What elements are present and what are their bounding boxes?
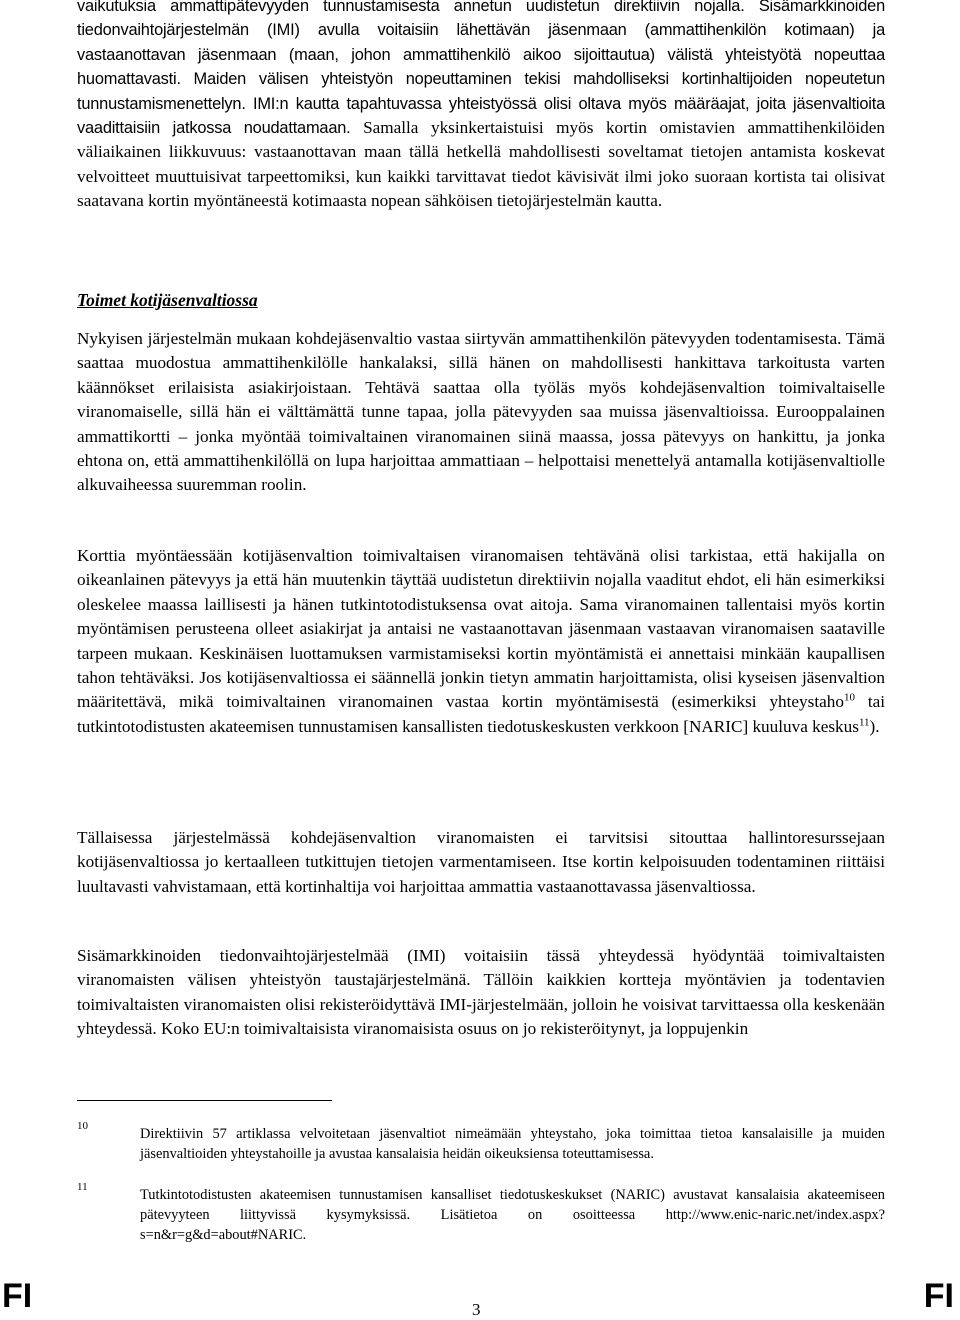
paragraph-2: Nykyisen järjestelmän mukaan kohdejäsenvaltio vastaa siirtyvän ammattihenkilön pätevyyden todentamisesta. Tämä saattaa muodostua ammattihenkilölle hankalaksi, sillä hänen on mahdollisesti hankittava tarkoitusta varten käännökset erilaisista asiakirjoistaan. Tehtävä saattaa olla työläs myös kohdejäsenvaltion toimivaltaiselle viranomaiselle, sillä hän ei välttämättä tunne tapaa, jolla pätevyyden saa muissa jäsenvaltioissa. Eurooppalainen ammattikortti – jonka myöntää toimivaltainen viranomainen siinä maassa, jossa pätevyys on hankittu, ja jonka ehtona on, että ammattihenkilöllä on lupa harjoittaa ammattiaan – helpottaisi menettelyä antamalla kotijäsenvaltiolle alkuvaiheessa suuremman roolin.	[77, 329, 885, 495]
footnote-10	[77, 1120, 885, 1164]
page-number: 3	[472, 1300, 481, 1319]
paragraph-5: Sisämarkkinoiden tiedonvaihtojärjestelmää (IMI) voitaisiin tässä yhteydessä hyödyntää toimivaltaisten viranomaisten välisen yhteistyön taustajärjestelmänä. Tällöin kaikkien kortteja myöntävien ja todentavien toimivaltaisten viranomaisten olisi rekisteröidyttävä IMI-järjestelmään, jolloin he voisivat tarvittaessa olla keskenään yhteydessä. Koko EU:n toimivaltaisista viranomaisista osuus on jo rekisteröitynyt, ja loppujenkin	[77, 946, 885, 1039]
paragraph-1-continuation: Samalla yksinkertaistuisi myös kortin omistavien ammattihenkilöiden väliaikainen liikkuvuus: vastaanottavan maan tällä hetkellä mahdollisesti soveltamat tietojen antamista koskevat velvoitteet muuttuisivat tarpeettomiksi, kun kaikki tarvittavat tiedot kävisivät ilmi joko suoraan kortista tai olisivat saatavana kortin myöntäneestä kotimaasta nopean sähköisen tietojärjestelmän kautta.	[77, 118, 885, 211]
footnote-ref-10[interactable]: 10	[843, 691, 855, 704]
footnote-number: 10	[77, 1120, 88, 1132]
section-heading: Toimet kotijäsenvaltiossa	[77, 290, 258, 310]
footer-language-left: FI	[2, 1277, 33, 1315]
footnote-11	[77, 1181, 885, 1246]
paragraph-3-text-c: ).	[869, 716, 880, 736]
footnote-text: Direktiivin 57 artiklassa velvoitetaan jäsenvaltiot nimeämään yhteystaho, joka toimittaa tietoa kansalaisille ja muiden jäsenvaltioiden yhteystahoille ja avustaa kansalaisia heidän oikeuksiensa toteuttamisessa.	[140, 1126, 885, 1163]
footnote-number: 11	[77, 1181, 88, 1193]
paragraph-3-text-b: tai tutkintotodistusten akateemisen tunnustamisen kansallisten tiedotuskeskusten verkkoon [NARIC] kuuluva keskus	[77, 692, 885, 736]
footnote-divider	[77, 1100, 332, 1101]
paragraph-4: Tällaisessa järjestelmässä kohdejäsenvaltion viranomaisten ei tarvitsisi sitouttaa hallintoresurssejaan kotijäsenvaltiossa jo kertaalleen tutkittujen tietojen varmentamiseen. Itse kortin kelpoisuuden todentaminen riittäisi luultavasti vahvistamaan, että kortinhaltija voi harjoittaa ammattia vastaanottavassa jäsenvaltiossa.	[77, 828, 885, 896]
paragraph-3-text-a: Korttia myöntäessään kotijäsenvaltion toimivaltaisen viranomaisen tehtävänä olisi tarkistaa, että hakijalla on oikeanlainen pätevyys ja että hän muutenkin täyttää uudistetun direktiivin nojalla vaaditut ehdot, eli hän esimerkiksi oleskelee maassa laillisesti ja hänen tutkintotodistuksensa ovat aitoja. Sama viranomainen tallentaisi myös kortin myöntämisen perusteena olleet asiakirjat ja antaisi ne vastaanottavan jäsenmaan vastaavan viranomaisen saataville tarpeen mukaan. Keskinäisen luottamuksen varmistamiseksi kortin myöntämistä ei annettaisi minkään kaupallisen tahon tehtäväksi. Jos kotijäsenvaltiossa ei säännellä jonkin tietyn ammatin harjoittamista, olisi kyseisen jäsenvaltion määritettävä, mikä toimivaltainen viranomainen vastaa kortin myöntämisestä (esimerkiksi yhteystaho	[77, 546, 885, 712]
footnote-ref-11[interactable]: 11	[858, 716, 870, 729]
paragraph-3	[77, 544, 885, 739]
footer-language-right: FI	[923, 1277, 954, 1315]
footnote-text[interactable]: Tutkintotodistusten akateemisen tunnustamisen kansalliset tiedotuskeskukset (NARIC) avustavat kansalaisia akateemiseen pätevyyteen liittyvissä kysymyksissä. Lisätietoa on osoitteessa http://www.enic-naric.net/index.aspx?s=n&r=g&d=about#NARIC.	[140, 1187, 885, 1244]
paragraph-1-text: vaikutuksia ammattipätevyyden tunnustamisesta annetun uudistetun direktiivin nojalla. Sisämarkkinoiden tiedonvaihtojärjestelmän (IMI) avulla voitaisiin lähettävän jäsenmaan (ammattihenkilön kotimaan) ja vastaanottavan jäsenmaan (maan, johon ammattihenkilö aikoo sijoittautua) välistä yhteistyötä nopeuttaa huomattavasti. Maiden välisen yhteistyön nopeuttaminen tekisi mahdolliseksi kortinhaltijoiden nopeutetun tunnustamismenettelyn. IMI:n kautta tapahtuvassa yhteistyössä olisi oltava myös määräajat, joita jäsenvaltioita vaadittaisiin jatkossa noudattamaan.	[77, 0, 885, 138]
paragraph-1	[77, 0, 885, 214]
